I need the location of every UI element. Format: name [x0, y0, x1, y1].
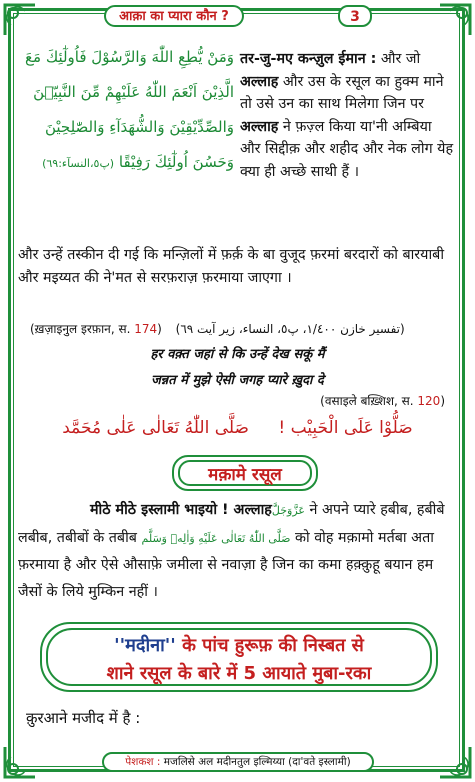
arabic-verse-line [24, 145, 234, 181]
arabic-verse-line: وَالصِّدِّيْقِيْنَ وَالشُّهَدَآءِ وَالصّٰلِحِيْنَ [44, 118, 234, 136]
section-heading [172, 455, 318, 491]
arabic-verse-text: وَحَسُنَ اُولٰٓئِكَ رَفِيْقًا [118, 153, 234, 171]
banner-line: शाने रसूल के बारे में 5 आयाते मुबा-रका [106, 663, 372, 684]
section-heading-text: मक़ामे रसूल [178, 460, 312, 486]
page-number: 3 [338, 5, 372, 27]
translation-text: और उस के रसूल का हुक्म माने तो उसे उन का साथ मिलेगा जिन पर [240, 73, 444, 113]
book-title: आक़ा का प्यारा कौन ? [104, 5, 244, 27]
title-banner [40, 622, 438, 692]
quran-intro: क़ुरआने मजीद में है : [26, 709, 141, 727]
translation-text: और जो [376, 51, 421, 67]
allah-name: अल्लाह [240, 73, 279, 90]
madina-word: ''मदीना'' [114, 635, 176, 656]
durood-symbol: صَلَّى اللّٰهُ تَعَالٰى عَلَيْهِ وَاٰلِهٖ وَسَلَّم [141, 531, 291, 545]
poem-line: हर वक़्त जहां से कि उन्हें देख सकूं मैं [150, 347, 325, 362]
footer-credit [102, 752, 374, 772]
corner-ornament-icon [3, 3, 37, 37]
arabic-verse-line: وَمَنْ يُّطِعِ اللّٰهَ وَالرَّسُوْلَ فَاُولٰٓئِكَ مَعَ [25, 48, 234, 66]
corner-ornament-icon [438, 745, 472, 779]
corner-ornament-icon [3, 745, 37, 779]
title-banner-text [46, 628, 432, 686]
poem-line: जन्नत में मुझे ऐसी जगह प्यारे ख़ुदा दे [151, 373, 324, 388]
arabic-verse-line: الَّذِيْنَ اَنْعَمَ اللّٰهُ عَلَيْهِمْ مِّنَ النَّبِيّٖنَ [33, 83, 234, 101]
paragraph-maqam [18, 497, 458, 605]
paragraph-tafsir: और उन्हें तस्कीन दी गई कि मन्ज़िलों में फ़र्क़ के बा वुजूद फ़रमां बरदारों को बारयाबी और मइय्यत की ने'मत से सरफ़राज़ फ़रमाया जाएगा । [18, 247, 445, 286]
azza-wajal: عَزَّوَجَلَّ [271, 504, 305, 517]
salawat-response: صَلَّى اللّٰهُ تَعَالٰى عَلٰى مُحَمَّد [62, 418, 249, 438]
reference-hindi: (ख़ज़ाइनुल इरफ़ान, स. 174) [30, 322, 162, 336]
banner-line: के पांच हुरूफ़ की निस्बत से [175, 635, 364, 656]
translation-text: ने फ़ज़्ल किया या'नी अम्बिया और सिद्दीक़ और शहीद और नेक लोग येह क्या ही अच्छे साथी हैं । [240, 118, 454, 180]
verse-reference: (پ٥،النسآء:٦٩) [42, 157, 115, 170]
footer-label: पेशकश : [125, 756, 161, 768]
allah-name: अल्लाह [233, 502, 272, 518]
paragraph-text: ने अपने प्यारे हबीब, हबीबे लबीब, तबीबों के तबीब [18, 502, 445, 546]
salawat-call: صَلُّوْا عَلَى الْحَبِيْب ! [278, 418, 413, 438]
verse-translation [240, 48, 456, 184]
arabic-verse [24, 40, 234, 216]
allah-name: अल्लाह [240, 118, 279, 135]
reference-arabic: (تفسیر خازن ١/٤٠٠، پ٥، النساء، زیر آیت ٦٩) [175, 322, 405, 336]
reference-row [30, 320, 450, 337]
address-text: मीठे मीठे इस्लामी भाइयो ! [90, 502, 234, 518]
poem-reference: (वसाइले बख़्शिश, स. 120) [320, 394, 445, 408]
paragraph-text: को वोह मक़ामो मर्तबा अता फ़रमाया है और ऐसे औसाफ़े जमीला से नवाज़ा है जिन का कमा हक़्क़ुहू बयान हम जैसों के लिये मुम्किन नहीं । [18, 529, 434, 600]
corner-ornament-icon [438, 3, 472, 37]
footer-text: मजलिसे अल मदीनतुल इल्मिय्या (दा'वते इस्लामी) [160, 756, 351, 768]
salawat-line [0, 418, 475, 438]
translation-label: तर-जु-मए कन्ज़ुल ईमान : [240, 51, 377, 67]
